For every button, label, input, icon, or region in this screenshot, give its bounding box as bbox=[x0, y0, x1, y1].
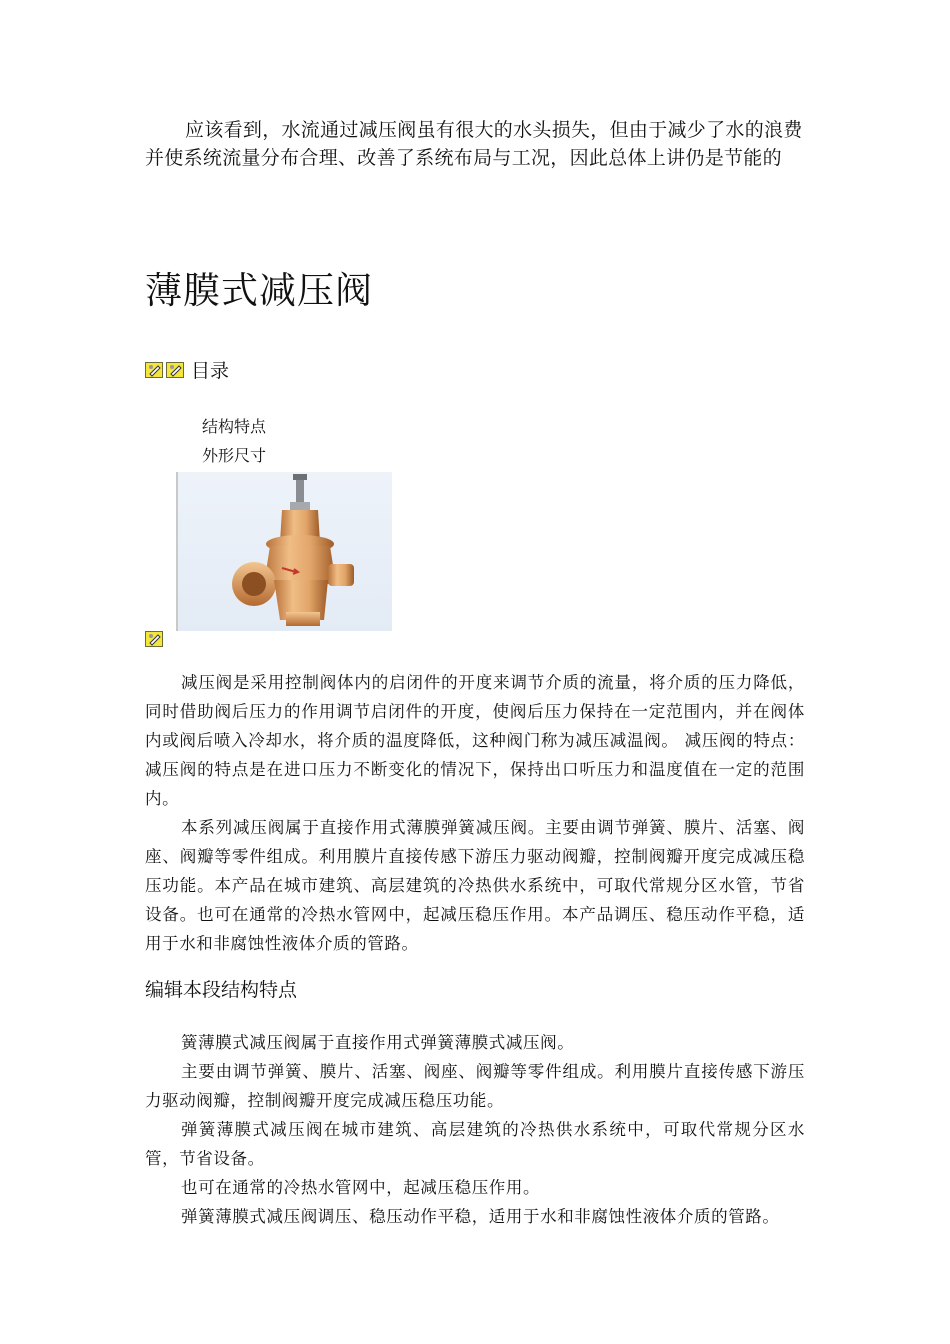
toc-item-structure[interactable]: 结构特点 bbox=[202, 417, 267, 436]
toc-label: 目录 bbox=[191, 360, 230, 382]
placeholder-image-icon bbox=[145, 362, 163, 378]
placeholder-image-icon bbox=[166, 362, 184, 378]
section-paragraph: 弹簧薄膜式减压阀调压、稳压动作平稳，适用于水和非腐蚀性液体介质的管路。 bbox=[181, 1207, 780, 1226]
toc-item-dimensions[interactable]: 外形尺寸 bbox=[202, 446, 267, 465]
toc-header bbox=[145, 356, 229, 383]
section-paragraph: 也可在通常的冷热水管网中，起减压稳压作用。 bbox=[181, 1178, 541, 1197]
section-paragraph: 簧薄膜式减压阀属于直接作用式弹簧薄膜式减压阀。 bbox=[181, 1033, 575, 1052]
placeholder-image-icon bbox=[145, 631, 163, 647]
body-paragraph: 本系列减压阀属于直接作用式薄膜弹簧减压阀。主要由调节弹簧、膜片、活塞、阀座、阀瓣等零件组成。利用膜片直接传感下游压力驱动阀瓣，控制阀瓣开度完成减压稳压功能。本产品在城市建筑、高层建筑的冷热供水系统中，可取代常规分区水管，节省设备。也可在通常的冷热水管网中，起减压稳压作用。本产品调压、稳压动作平稳，适用于水和非腐蚀性液体介质的管路。 bbox=[145, 818, 805, 953]
pressure-reducing-valve-illustration bbox=[178, 472, 392, 631]
valve-photo bbox=[176, 472, 392, 631]
section-heading[interactable]: 编辑本段结构特点 bbox=[145, 979, 298, 1001]
body-text bbox=[145, 668, 805, 958]
page-title: 薄膜式减压阀 bbox=[145, 269, 373, 312]
intro-paragraph: 应该看到，水流通过减压阀虽有很大的水头损失，但由于减少了水的浪费并使系统流量分布合理、改善了系统布局与工况，因此总体上讲仍是节能的 bbox=[145, 119, 803, 169]
body-paragraph: 减压阀是采用控制阀体内的启闭件的开度来调节介质的流量，将介质的压力降低，同时借助阀后压力的作用调节启闭件的开度，使阀后压力保持在一定范围内，并在阀体内或阀后喷入冷却水，将介质的温度降低，这种阀门称为减压减温阀。 减压阀的特点： 减压阀的特点是在进口压力不断变化的情况下，保持出口听压力和温度值在一定的范围内。 bbox=[145, 673, 805, 808]
section-paragraph: 弹簧薄膜式减压阀在城市建筑、高层建筑的冷热供水系统中，可取代常规分区水管，节省设备。 bbox=[145, 1120, 805, 1168]
section-text bbox=[145, 1028, 805, 1231]
section-paragraph: 主要由调节弹簧、膜片、活塞、阀座、阀瓣等零件组成。利用膜片直接传感下游压力驱动阀瓣，控制阀瓣开度完成减压稳压功能。 bbox=[145, 1062, 805, 1110]
